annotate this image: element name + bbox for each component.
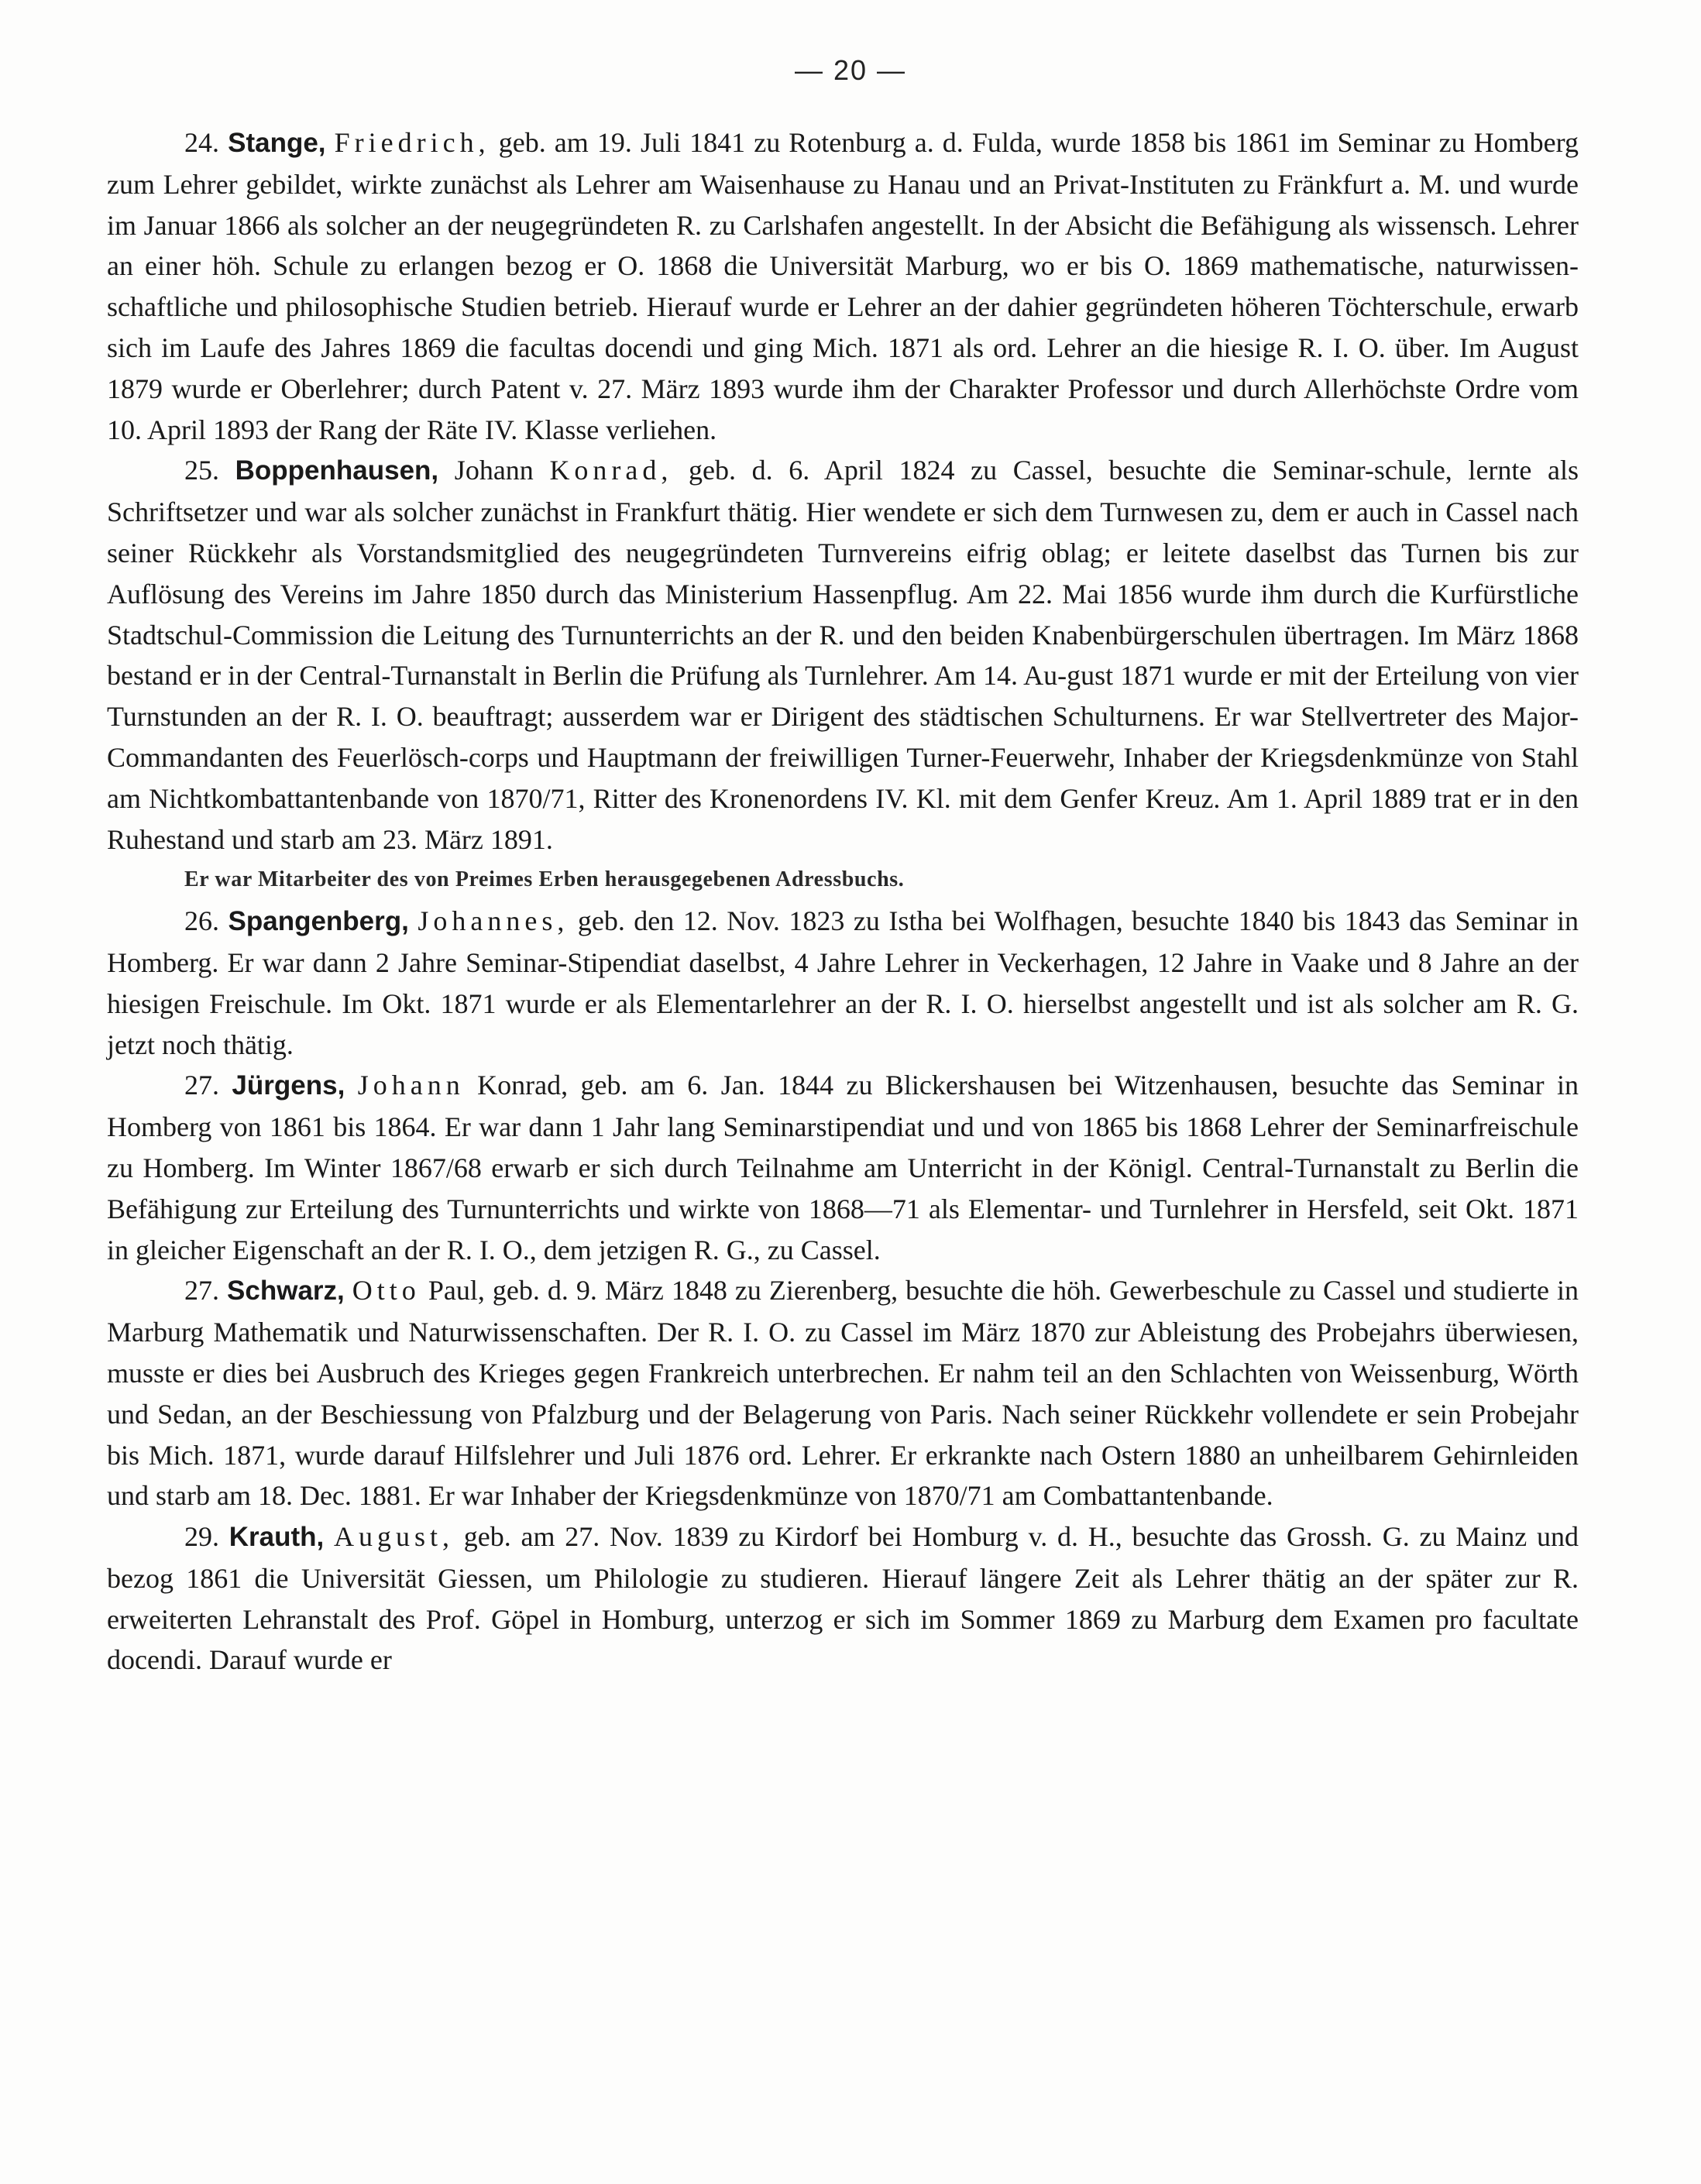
entry-given-name: Friedrich, [334, 127, 490, 158]
entry-number: 24. [184, 127, 219, 158]
entry-surname: Krauth, [229, 1522, 325, 1553]
entry-text: geb. am 6. Jan. 1844 zu Blickershausen bei Witzenhausen, besuchte das Seminar in Homberg von 1861 bis 1864. Er war dann 1 Jahr lang Seminarstipendiat und und von 1865 bis 1868 Lehrer der Seminarfreischule zu Homberg. Im Winter 1867/68 erwarb er sich durch Teilnahme am Unterricht in der Königl. Central-Turnanstalt zu Berlin die Befähigung zur Erteilung des Turnunterrichts und wirkte von 1868—71 als Elementar- und Turnlehrer in Hersfeld, seit Okt. 1871 in gleicher Eigenschaft an der R. I. O., dem jetzigen R. G., zu Cassel. [107, 1070, 1579, 1265]
entry-text: geb. am 19. Juli 1841 zu Rotenburg a. d. Fulda, wurde 1858 bis 1861 im Seminar zu Homberg zum Lehrer gebildet, wirkte zunächst als Lehrer am Waisenhause zu Hanau und an Privat-Instituten zu Fränkfurt a. M. und wurde im Januar 1866 als solcher an der neugegründeten R. zu Carlshafen angestellt. In der Absicht die Befähigung als wissensch. Lehrer an einer höh. Schule zu erlangen bezog er O. 1868 die Universität Marburg, wo er bis O. 1869 mathematische, naturwissen-schaftliche und philosophische Studien betrieb. Hierauf wurde er Lehrer an der dahier gegründeten höheren Töchterschule, erwarb sich im Laufe des Jahres 1869 die facultas docendi und ging Mich. 1871 als ord. Lehrer an die hiesige R. I. O. über. Im August 1879 wurde er Oberlehrer; durch Patent v. 27. März 1893 wurde ihm der Charakter Professor und durch Allerhöchste Ordre vom 10. April 1893 der Rang der Räte IV. Klasse verliehen. [107, 127, 1579, 445]
entry-given-name-plain: Johann [438, 455, 550, 486]
entry-25-boppenhausen [107, 450, 1579, 860]
entry-note: Er war Mitarbeiter des von Preimes Erben herausgegebenen Adressbuchs. [184, 867, 905, 892]
entry-text: geb. d. 6. April 1824 zu Cassel, besuchte die Seminar-schule, lernte als Schriftsetzer und war als solcher zunächst in Frankfurt thätig. Hier wendete er sich dem Turnwesen zu, dem er auch in Cassel nach seiner Rückkehr als Vorstandsmitglied des neugegründeten Turnvereins eifrig oblag; er leitete daselbst das Turnen bis zur Auflösung des Vereins im Jahre 1850 durch das Ministerium Hassenpflug. Am 22. Mai 1856 wurde ihm durch die Kurfürstliche Stadtschul-Commission die Leitung des Turnunterrichts an der R. und den beiden Knabenbürgerschulen übertragen. Im März 1868 bestand er in der Central-Turnanstalt in Berlin die Prüfung als Turnlehrer. Am 14. Au-gust 1871 wurde er mit der Erteilung von vier Turnstunden an der R. I. O. beauftragt; ausserdem war er Dirigent des städtischen Schulturnens. Er war Stellvertreter des Major-Commandanten des Feuerlösch-corps und Hauptmann der freiwilligen Turner-Feuerwehr, Inhaber der Kriegsdenkmünze von Stahl am Nichtkombattantenbande von 1870/71, Ritter des Kronenordens IV. Kl. mit dem Genfer Kreuz. Am 1. April 1889 trat er in den Ruhestand und starb am 23. März 1891. [107, 455, 1579, 855]
page-number: — 20 — [794, 54, 907, 86]
entry-surname: Spangenberg, [228, 906, 409, 937]
entry-number: 29. [184, 1521, 219, 1553]
entry-number: 25. [184, 455, 219, 486]
entry-27-juergens [107, 1065, 1579, 1270]
entry-number: 26. [184, 905, 219, 937]
entry-text: geb. d. 9. März 1848 zu Zierenberg, besuchte die höh. Gewerbeschule zu Cassel und studierte in Marburg Mathematik und Naturwissenschaften. Der R. I. O. zu Cassel im März 1870 zur Ableistung des Probejahrs überwiesen, musste er dies bei Ausbruch des Krieges gegen Frankreich unterbrechen. Er nahm teil an den Schlachten von Weissenburg, Wörth und Sedan, an der Beschiessung von Pfalzburg und der Belagerung von Paris. Nach seiner Rückkehr vollendete er sein Probejahr bis Mich. 1871, wurde darauf Hilfslehrer und Juli 1876 ord. Lehrer. Er erkrankte nach Ostern 1880 an unheilbarem Gehirnleiden und starb am 18. Dec. 1881. Er war Inhaber der Kriegsdenkmünze von 1870/71 am Combattantenbande. [107, 1275, 1579, 1512]
entry-26-spangenberg [107, 901, 1579, 1065]
entry-surname: Jürgens, [232, 1070, 345, 1101]
entry-text: geb. den 12. Nov. 1823 zu Istha bei Wolfhagen, besuchte 1840 bis 1843 das Seminar in Homberg. Er war dann 2 Jahre Seminar-Stipendiat daselbst, 4 Jahre Lehrer in Veckerhagen, 12 Jahre in Vaake und 8 Jahre an der hiesigen Freischule. Im Okt. 1871 wurde er als Elementarlehrer an der R. I. O. hierselbst angestellt und ist als solcher am R. G. jetzt noch thätig. [107, 905, 1579, 1060]
entry-surname: Schwarz, [227, 1276, 345, 1307]
entry-given-name-plain: Paul, [420, 1275, 485, 1307]
entry-given-name: Konrad, [549, 455, 673, 486]
entry-27-schwarz [107, 1270, 1579, 1516]
entry-surname: Stange, [228, 128, 326, 158]
entry-given-name: August, [334, 1521, 455, 1553]
entry-given-name-plain: Konrad, [464, 1070, 569, 1101]
document-body [107, 122, 1579, 1681]
entry-given-name: Johann [357, 1070, 465, 1101]
entry-24-stange [107, 122, 1579, 450]
entry-given-name: Otto [352, 1275, 421, 1307]
entry-number: 27. [184, 1070, 219, 1101]
entry-number: 27. [184, 1275, 219, 1307]
entry-surname: Boppenhausen, [235, 455, 439, 486]
entry-text: geb. am 27. Nov. 1839 zu Kirdorf bei Homburg v. d. H., besuchte das Grossh. G. zu Mainz und bezog 1861 die Universität Giessen, um Philologie zu studieren. Hierauf längere Zeit als Lehrer thätig an der später zur R. erweiterten Lehranstalt des Prof. Göpel in Homburg, unterzog er sich im Sommer 1869 zu Marburg dem Examen pro facultate docendi. Darauf wurde er [107, 1521, 1579, 1676]
entry-given-name: Johannes, [418, 905, 569, 937]
entry-29-krauth [107, 1516, 1579, 1681]
